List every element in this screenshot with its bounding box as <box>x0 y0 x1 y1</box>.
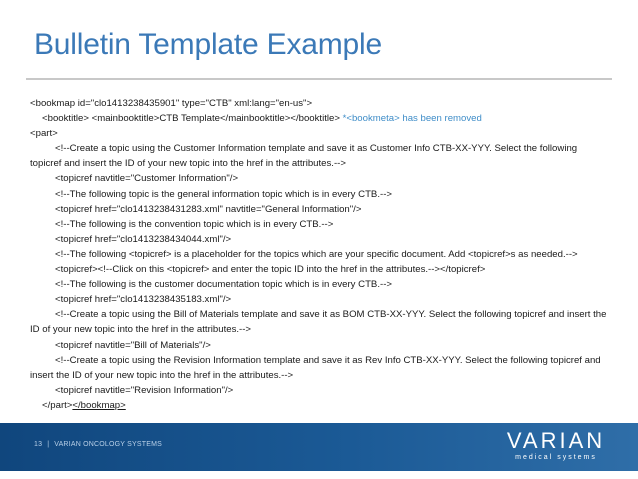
code-line-part-open: <part> <box>30 128 58 140</box>
xml-code-block <box>30 96 610 413</box>
logo-wordmark: VARIAN <box>506 428 606 453</box>
slide-title: Bulletin Template Example <box>34 28 382 61</box>
code-line-topicref-revision: <topicref navtitle="Revision Information"/> <box>55 384 234 396</box>
part-close-text: </part> <box>42 399 73 411</box>
varian-logo <box>506 429 606 467</box>
code-line-comment-revision <box>30 353 610 383</box>
code-line-topicref-placeholder: <topicref><!--Click on this <topicref> and enter the topic ID into the href in the attributes.--></topicref> <box>55 264 486 276</box>
booktitle-text: <booktitle> <mainbooktitle>CTB Template</mainbooktitle></booktitle> <box>42 113 343 125</box>
code-line-bookmap: <bookmap id="clo1413238435901" type="CTB" xml:lang="en-us"> <box>30 98 313 109</box>
footer-separator: | <box>47 441 50 448</box>
code-line-topicref-customer-info: <topicref navtitle="Customer Information"/> <box>55 173 239 185</box>
code-line-comment-general-info: <!--The following topic is the general information topic which is in every CTB.--> <box>55 188 392 200</box>
company-name: VARIAN ONCOLOGY SYSTEMS <box>54 441 163 448</box>
footer-bar <box>0 423 638 471</box>
comment-bom-text: <!--Create a topic using the Bill of Materials template and save it as BOM CTB-XX-YYY. Select the following topicref and insert the ID of your new topic into the href in the attributes.--> <box>30 309 607 336</box>
code-line-closing <box>30 398 610 413</box>
code-line-comment-convention: <!--The following is the convention topic which is in every CTB.--> <box>55 218 334 230</box>
comment-placeholder-text: <!--The following <topicref> is a placeholder for the topics which are your specific document. Add <topicref>s as needed.--> <box>55 248 578 260</box>
code-line-comment-bom <box>30 307 610 337</box>
bookmeta-note: *<bookmeta> has been removed <box>342 113 482 125</box>
title-divider <box>26 78 612 80</box>
code-line-comment-customer-doc: <!--The following is the customer documentation topic which is in every CTB.--> <box>55 279 392 291</box>
code-line-booktitle <box>30 111 610 126</box>
code-line-comment-placeholder <box>30 247 610 262</box>
code-line-topicref-convention: <topicref href="clo1413238434044.xml"/> <box>55 233 232 245</box>
logo-subtitle: medical systems <box>515 454 597 461</box>
footer-caption <box>34 441 162 448</box>
code-line-topicref-general-info: <topicref href="clo1413238431283.xml" navtitle="General Information"/> <box>55 203 362 215</box>
page-number: 13 <box>34 441 43 448</box>
comment-revision-text: <!--Create a topic using the Revision Information template and save it as Rev Info CTB-XX-YYY. Select the following topicref and insert the ID of your new topic into the href in the attributes.--> <box>30 354 601 381</box>
comment-customer-info-text: <!--Create a topic using the Customer Information template and save it as Customer Info CTB-XX-YYY. Select the following topicref and insert the ID of your new topic into the href in the attributes.--> <box>30 143 578 170</box>
code-line-comment-customer-info <box>30 141 610 171</box>
bookmap-close-text: </bookmap> <box>72 399 126 411</box>
code-line-topicref-bom: <topicref navtitle="Bill of Materials"/> <box>55 339 211 351</box>
code-line-topicref-customer-doc: <topicref href="clo1413238435183.xml"/> <box>55 294 232 306</box>
